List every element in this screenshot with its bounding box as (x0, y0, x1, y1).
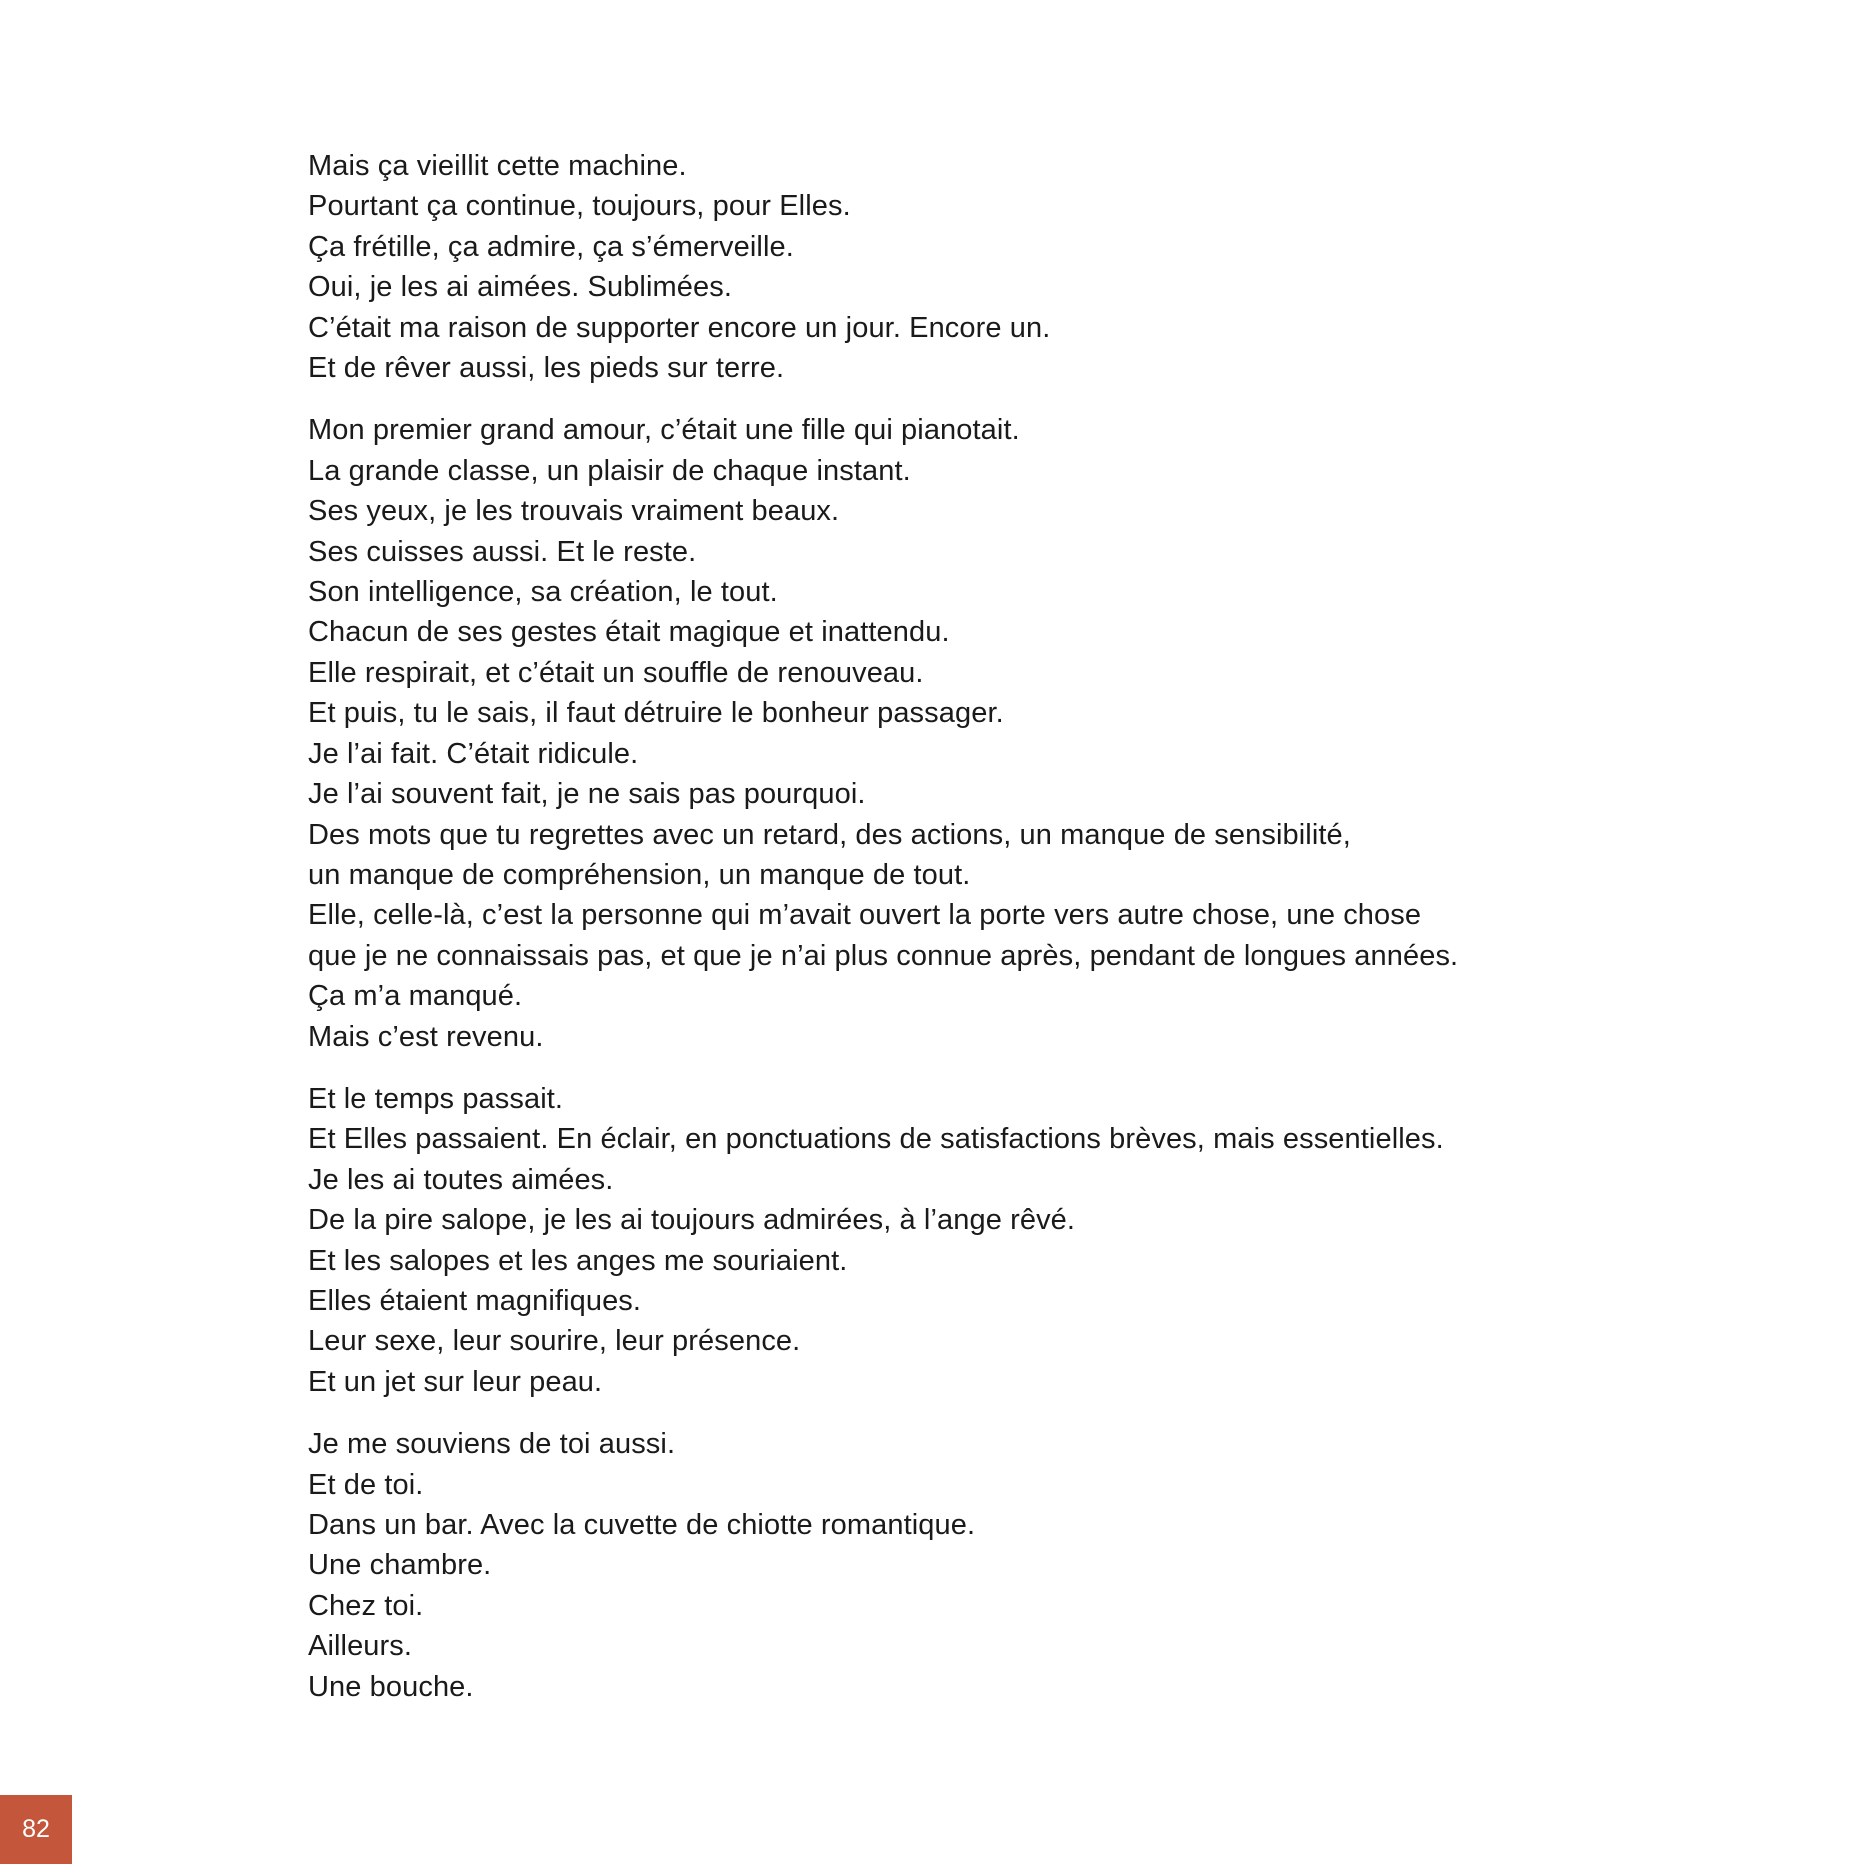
poem-line: que je ne connaissais pas, et que je n’ai plus connue après, pendant de longues années. (308, 939, 1459, 972)
poem-line: De la pire salope, je les ai toujours admirées, à l’ange rêvé. (308, 1204, 1076, 1237)
poem-line: Je me souviens de toi aussi. (308, 1428, 676, 1461)
poem-line: C’était ma raison de supporter encore un jour. Encore un. (308, 311, 1051, 344)
poem-line: Pourtant ça continue, toujours, pour Elles. (308, 190, 851, 223)
page-number: 82 (22, 1815, 50, 1843)
poem-line: Dans un bar. Avec la cuvette de chiotte romantique. (308, 1509, 976, 1541)
poem-line: La grande classe, un plaisir de chaque instant. (308, 454, 911, 487)
poem-line: Je l’ai souvent fait, je ne sais pas pourquoi. (308, 778, 866, 811)
poem-line: Elle respirait, et c’était un souffle de renouveau. (308, 656, 924, 689)
poem-line: Oui, je les ai aimées. Sublimées. (308, 271, 732, 304)
poem-line: Ça m’a manqué. (308, 980, 523, 1013)
poem-line: Son intelligence, sa création, le tout. (308, 576, 778, 609)
poem-line: Et de toi. (308, 1468, 424, 1501)
stanza-3 (308, 1079, 1608, 1402)
poem-line: Et de rêver aussi, les pieds sur terre. (308, 352, 785, 385)
poem-line: Chacun de ses gestes était magique et inattendu. (308, 616, 950, 649)
poem-line: Mon premier grand amour, c’était une fille qui pianotait. (308, 414, 1020, 447)
poem-line: Ailleurs. (308, 1630, 413, 1663)
poem-line: Des mots que tu regrettes avec un retard, des actions, un manque de sensibilité, (308, 818, 1351, 851)
poem-line: Une chambre. (308, 1549, 492, 1582)
poem-body (308, 146, 1608, 1729)
stanza-2 (308, 410, 1608, 1057)
poem-line: Ça frétille, ça admire, ça s’émerveille. (308, 230, 794, 263)
poem-line: Et un jet sur leur peau. (308, 1365, 603, 1398)
page-number-badge (0, 1795, 72, 1864)
poem-line: Une bouche. (308, 1670, 474, 1703)
poem-line: Mais ça vieillit cette machine. (308, 150, 687, 182)
poem-line: un manque de compréhension, un manque de tout. (308, 858, 971, 891)
poem-line: Chez toi. (308, 1589, 424, 1622)
poem-line: Et le temps passait. (308, 1082, 564, 1115)
poem-line: Je l’ai fait. C’était ridicule. (308, 737, 639, 770)
poem-line: Et puis, tu le sais, il faut détruire le bonheur passager. (308, 697, 1004, 730)
poem-line: Elles étaient magnifiques. (308, 1284, 642, 1317)
poem-line: Ses cuisses aussi. Et le reste. (308, 535, 697, 568)
stanza-1 (308, 146, 1608, 388)
poem-line: Et les salopes et les anges me souriaient. (308, 1244, 848, 1277)
stanza-4 (308, 1424, 1608, 1707)
poem-line: Ses yeux, je les trouvais vraiment beaux. (308, 495, 840, 528)
poem-line: Elle, celle-là, c’est la personne qui m’avait ouvert la porte vers autre chose, une chose (308, 899, 1422, 932)
poem-line: Je les ai toutes aimées. (308, 1163, 614, 1196)
poem-line: Mais c’est revenu. (308, 1020, 544, 1053)
poem-line: Et Elles passaient. En éclair, en ponctuations de satisfactions brèves, mais essentielles. (308, 1123, 1444, 1156)
poem-line: Leur sexe, leur sourire, leur présence. (308, 1325, 801, 1358)
